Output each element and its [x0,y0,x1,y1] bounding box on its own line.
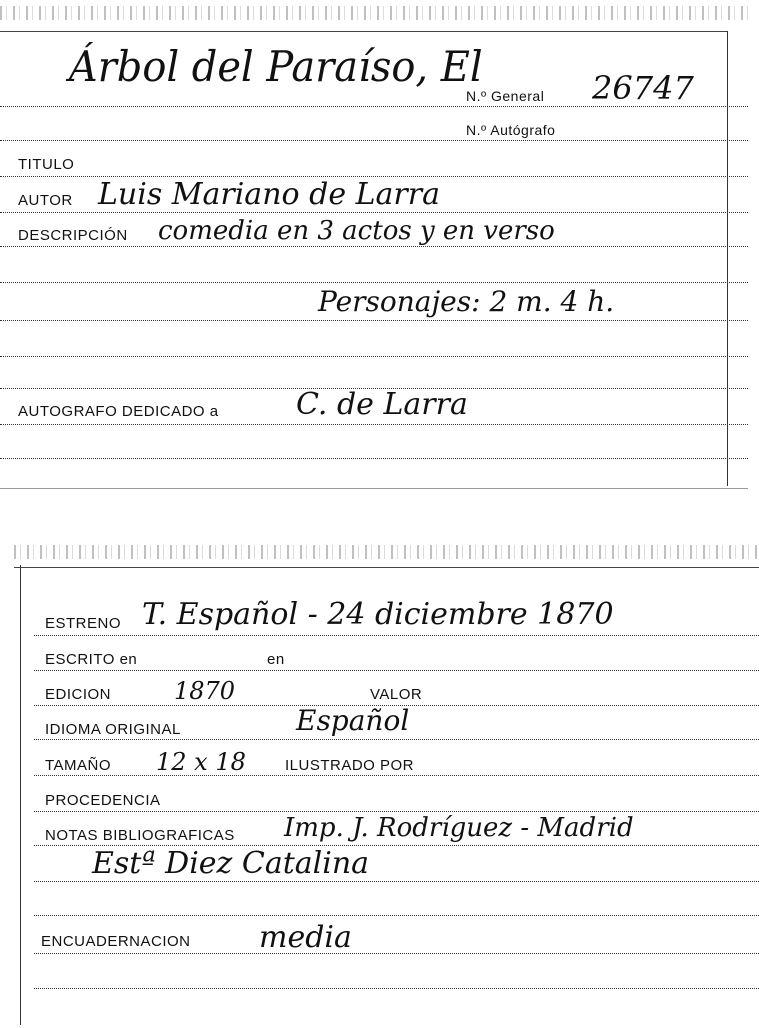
dedicado-value: C. de Larra [296,387,468,422]
catalog-card-bottom [14,545,759,1028]
ruled-line [0,246,748,247]
personajes-value: Personajes: 2 m. 4 h. [318,285,615,318]
ruled-line [34,670,759,671]
tamano-label: TAMAÑO [45,757,112,774]
ruled-line [0,140,748,141]
title-handwritten: Árbol del Paraíso, El [68,42,483,91]
card-top-border [14,567,759,568]
titulo-label: TITULO [18,156,75,173]
ruled-line [34,953,759,954]
ruled-line [34,811,759,812]
scan-noise-strip [14,545,759,559]
autografo-number-label: N.º Autógrafo [466,122,556,138]
idioma-label: IDIOMA ORIGINAL [45,721,181,738]
card-bottom-edge [0,488,748,489]
card-top-border [0,31,728,32]
tamano-value: 12 x 18 [156,748,246,776]
escrito-en-label: en [267,651,285,668]
ruled-line [0,458,748,459]
ruled-line [0,356,748,357]
scan-noise-strip [0,6,748,20]
ruled-line [34,739,759,740]
encuadernacion-value: media [259,920,352,955]
ilustrado-label: ILUSTRADO POR [285,757,415,774]
estreno-value: T. Español - 24 diciembre 1870 [142,597,614,632]
descripcion-label: DESCRIPCIÓN [18,227,128,244]
dedicado-label: AUTOGRAFO DEDICADO a [18,403,219,420]
escrito-label: ESCRITO en [45,651,138,668]
ruled-line [0,320,748,321]
edicion-value: 1870 [174,677,236,705]
estreno-label: ESTRENO [45,615,122,632]
catalog-card-top [0,0,748,490]
ruled-line [34,881,759,882]
ruled-line [0,212,748,213]
ruled-line [34,775,759,776]
idioma-value: Español [296,704,410,737]
ruled-line [0,424,748,425]
ruled-line [34,988,759,989]
ruled-line [0,106,748,107]
ruled-line [0,282,748,283]
card-left-border [20,565,21,1025]
notas-value-line1: Imp. J. Rodríguez - Madrid [284,813,634,843]
notas-label: NOTAS BIBLIOGRAFICAS [45,827,235,844]
valor-label: VALOR [370,686,423,703]
notas-value-line2: Estª Diez Catalina [92,846,370,881]
descripcion-value: comedia en 3 actos y en verso [158,216,555,246]
ruled-line [34,915,759,916]
card-right-border [727,31,728,486]
autor-label: AUTOR [18,192,73,209]
procedencia-label: PROCEDENCIA [45,792,161,809]
autor-value: Luis Mariano de Larra [98,177,440,212]
edicion-label: EDICION [45,686,112,703]
general-number-label: N.º General [466,88,545,104]
ruled-line [34,635,759,636]
encuadernacion-label: ENCUADERNACION [41,933,191,950]
general-number-value: 26747 [592,69,694,107]
